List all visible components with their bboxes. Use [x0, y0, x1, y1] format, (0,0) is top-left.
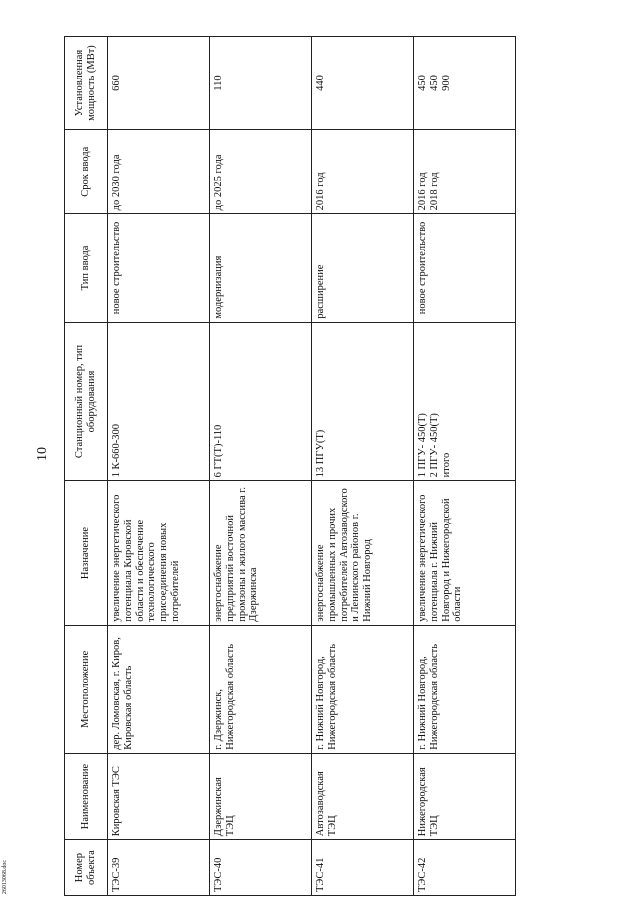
cell-term: [210, 130, 312, 214]
term-line: до 2030 года: [111, 154, 122, 211]
cell-input-type: новое строительство: [414, 214, 516, 322]
cell-input-type: новое строительство: [108, 214, 210, 322]
cell-capacity: [414, 37, 516, 130]
header-term: Срок ввода: [65, 130, 108, 214]
header-equipment: Станционный номер, тип оборудования: [65, 322, 108, 481]
equipment-line: 13 ПГУ(Т): [315, 429, 326, 478]
cell-equipment: [108, 322, 210, 481]
table-row: [210, 37, 312, 896]
capacity-line: 900: [440, 75, 452, 91]
cell-term: [414, 130, 516, 214]
rotated-table-container: [64, 16, 624, 896]
term-line: до 2025 года: [213, 154, 224, 211]
cell-term: [108, 130, 210, 214]
term-line: 2018 год: [428, 172, 440, 211]
cell-name: Автозаводская ТЭЦ: [312, 753, 414, 839]
term-line: 2016 год: [315, 172, 326, 211]
cell-equipment: [210, 322, 312, 481]
equipment-line: 2 ПГУ- 450(Т): [428, 413, 440, 478]
cell-name: Нижегородская ТЭЦ: [414, 753, 516, 839]
footer-code: 26013068.doc: [2, 859, 9, 895]
table-row: [414, 37, 516, 896]
footer: [2, 860, 42, 900]
table-header-row: [65, 37, 108, 896]
equipment-line: итого: [440, 452, 452, 478]
table-row: [312, 37, 414, 896]
header-input-type: Тип ввода: [65, 214, 108, 322]
term-line: 2016 год: [417, 172, 428, 211]
cell-location: г. Нижний Новгород, Нижегородская область: [312, 625, 414, 753]
capacity-line: 660: [111, 75, 122, 91]
cell-purpose: энергоснабжение промышленных и прочих потребителей Автозаводского и Ленинского районов г. Нижний Новгород: [312, 481, 414, 625]
header-number: Номер объекта: [65, 840, 108, 896]
capacity-line: 450: [428, 75, 440, 91]
table-row: [108, 37, 210, 896]
equipment-line: 6 ГТ(Т)-110: [213, 424, 224, 478]
cell-purpose: увеличение энергетического потенциала г. Нижний Новгород и Нижегородской области: [414, 481, 516, 625]
cell-capacity: [210, 37, 312, 130]
cell-name: Кировская ТЭС: [108, 753, 210, 839]
cell-location: г. Дзержинск, Нижегородская область: [210, 625, 312, 753]
cell-purpose: энергоснабжение предприятий восточной промзоны и жилого массива г. Дзержинска: [210, 481, 312, 625]
cell-input-type: модернизация: [210, 214, 312, 322]
cell-capacity: [108, 37, 210, 130]
equipment-line: 1 ПГУ- 450(Т): [417, 413, 428, 478]
page-number: 10: [35, 447, 50, 461]
header-capacity: Установленная мощность (МВт): [65, 37, 108, 130]
header-purpose: Назначение: [65, 481, 108, 625]
cell-name: Дзержинская ТЭЦ: [210, 753, 312, 839]
capacity-line: 110: [213, 75, 224, 91]
header-location: Местоположение: [65, 625, 108, 753]
capacity-line: 450: [417, 75, 428, 91]
cell-number: ТЭС-41: [312, 840, 414, 896]
cell-number: ТЭС-42: [414, 840, 516, 896]
power-plants-table: [64, 36, 516, 896]
equipment-line: 1 К-660-300: [111, 423, 122, 478]
cell-input-type: расширение: [312, 214, 414, 322]
cell-location: дер. Ломовская, г. Киров, Кировская область: [108, 625, 210, 753]
cell-equipment: [312, 322, 414, 481]
cell-number: ТЭС-40: [210, 840, 312, 896]
cell-term: [312, 130, 414, 214]
capacity-line: 440: [315, 75, 326, 91]
cell-capacity: [312, 37, 414, 130]
cell-equipment: [414, 322, 516, 481]
cell-location: г. Нижний Новгород, Нижегородская область: [414, 625, 516, 753]
cell-purpose: увеличение энергетического потенциала Кировской области и обеспечение технологического присоединения новых потребителей: [108, 481, 210, 625]
header-name: Наименование: [65, 753, 108, 839]
cell-number: ТЭС-39: [108, 840, 210, 896]
